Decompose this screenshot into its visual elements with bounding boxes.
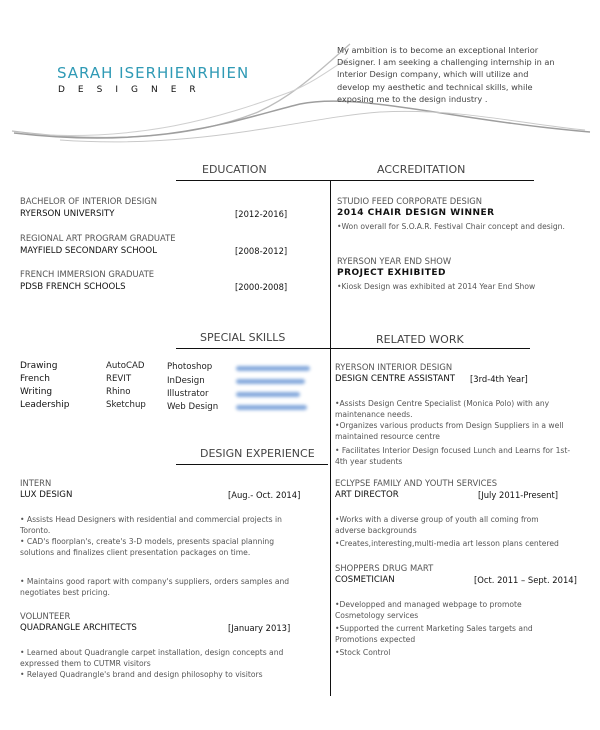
job-role: DESIGN CENTRE ASSISTANT: [335, 374, 456, 384]
job-organization: SHOPPERS DRUG MART: [335, 563, 434, 573]
accreditation-source: STUDIO FEED CORPORATE DESIGN: [337, 196, 483, 206]
job-organization: ECLYPSE FAMILY AND YOUTH SERVICES: [335, 478, 498, 488]
skill-level-bar: [236, 405, 307, 410]
skill-level-bar: [236, 392, 300, 397]
education-dates: [2012-2016]: [235, 209, 288, 219]
related-work-heading: RELATED WORK: [376, 333, 464, 346]
software-skill: Photoshop: [167, 362, 213, 372]
job-role: VOLUNTEER: [20, 611, 71, 621]
job-dates: [Oct. 2011 – Sept. 2014]: [474, 575, 577, 585]
software-skill: AutoCAD: [106, 361, 145, 371]
accreditation-detail: •Kiosk Design was exhibited at 2014 Year End Show: [337, 282, 536, 291]
skill-level-bar: [236, 366, 310, 371]
column-divider: [330, 180, 331, 696]
education-degree: BACHELOR OF INTERIOR DESIGN: [20, 196, 158, 206]
job-role: ART DIRECTOR: [335, 490, 399, 500]
job-bullet: •Organizes various products from Design Suppliers in a well maintained resource centre: [335, 421, 564, 441]
accreditation-award: PROJECT EXHIBITED: [337, 268, 446, 278]
education-school: MAYFIELD SECONDARY SCHOOL: [20, 246, 157, 256]
job-dates: [January 2013]: [228, 623, 291, 633]
job-bullet: • Facilitates Interior Design focused Lunch and Learns for 1st-4th year students: [335, 446, 571, 466]
job-organization: RYERSON INTERIOR DESIGN: [335, 362, 453, 372]
job-bullet: •Works with a diverse group of youth all coming from adverse backgrounds: [335, 515, 539, 535]
section-divider-experience: [176, 464, 328, 465]
applicant-role: DESIGNER: [58, 85, 209, 95]
career-objective: My ambition is to become an exceptional Interior Designer. I am seeking a challenging internship in an Interior Design company, which will utilize and develop my aesthetic and technical skills, while exposing me to the design industry .: [337, 45, 555, 104]
design-experience-heading: DESIGN EXPERIENCE: [200, 447, 315, 460]
job-bullet: • Learned about Quadrangle carpet installation, design concepts and expressed them to CUTMR visitors: [20, 648, 284, 668]
job-role: COSMETICIAN: [335, 575, 395, 585]
job-organization: QUADRANGLE ARCHITECTS: [20, 623, 137, 633]
job-bullet: •Supported the current Marketing Sales targets and Promotions expected: [335, 624, 533, 644]
accreditation-detail: •Won overall for S.O.A.R. Festival Chair concept and design.: [337, 222, 565, 231]
job-bullet: •Assists Design Centre Specialist (Monica Polo) with any maintenance needs.: [335, 399, 550, 419]
job-bullet: • Maintains good raport with company's suppliers, orders samples and negotiates best pricing.: [20, 577, 290, 597]
skill-item: Leadership: [20, 400, 70, 410]
job-dates: [3rd-4th Year]: [470, 374, 528, 384]
job-dates: [Aug.- Oct. 2014]: [228, 490, 301, 500]
software-skill: InDesign: [167, 376, 205, 386]
education-dates: [2008-2012]: [235, 246, 288, 256]
section-divider-middle: [176, 348, 530, 349]
job-dates: [July 2011-Present]: [478, 490, 559, 500]
job-organization: LUX DESIGN: [20, 490, 73, 500]
software-skill: Sketchup: [106, 400, 146, 410]
special-skills-heading: SPECIAL SKILLS: [200, 331, 286, 344]
job-bullet: •Stock Control: [335, 648, 391, 657]
education-school: RYERSON UNIVERSITY: [20, 209, 115, 219]
education-dates: [2000-2008]: [235, 282, 288, 292]
job-bullet: •Developped and managed webpage to promote Cosmetology services: [335, 600, 522, 620]
section-divider-top: [176, 180, 534, 181]
education-heading: EDUCATION: [202, 163, 267, 176]
applicant-name: SARAH ISERHIENRHIEN: [57, 64, 250, 82]
skill-level-bar: [236, 379, 305, 384]
accreditation-source: RYERSON YEAR END SHOW: [337, 256, 452, 266]
job-bullet: • Assists Head Designers with residential and commercial projects in Toronto.: [20, 515, 282, 535]
education-degree: REGIONAL ART PROGRAM GRADUATE: [20, 233, 176, 243]
skill-item: French: [20, 374, 50, 384]
job-bullet: •Creates,interesting,multi-media art lesson plans centered: [335, 539, 559, 548]
skill-item: Drawing: [20, 361, 58, 371]
education-degree: FRENCH IMMERSION GRADUATE: [20, 269, 155, 279]
software-skill: Web Design: [167, 402, 219, 412]
software-skill: Rhino: [106, 387, 131, 397]
education-school: PDSB FRENCH SCHOOLS: [20, 282, 126, 292]
accreditation-heading: ACCREDITATION: [377, 163, 466, 176]
job-bullet: • CAD's floorplan's, create's 3-D models, presents spacial planning solutions and finalizes client presentation packages on time.: [20, 537, 275, 557]
accreditation-award: 2014 CHAIR DESIGN WINNER: [337, 208, 495, 218]
job-bullet: • Relayed Quadrangle's brand and design philosophy to visitors: [20, 670, 263, 679]
software-skill: Illustrator: [167, 389, 209, 399]
job-role: INTERN: [20, 478, 52, 488]
software-skill: REVIT: [106, 374, 132, 384]
skill-item: Writing: [20, 387, 53, 397]
